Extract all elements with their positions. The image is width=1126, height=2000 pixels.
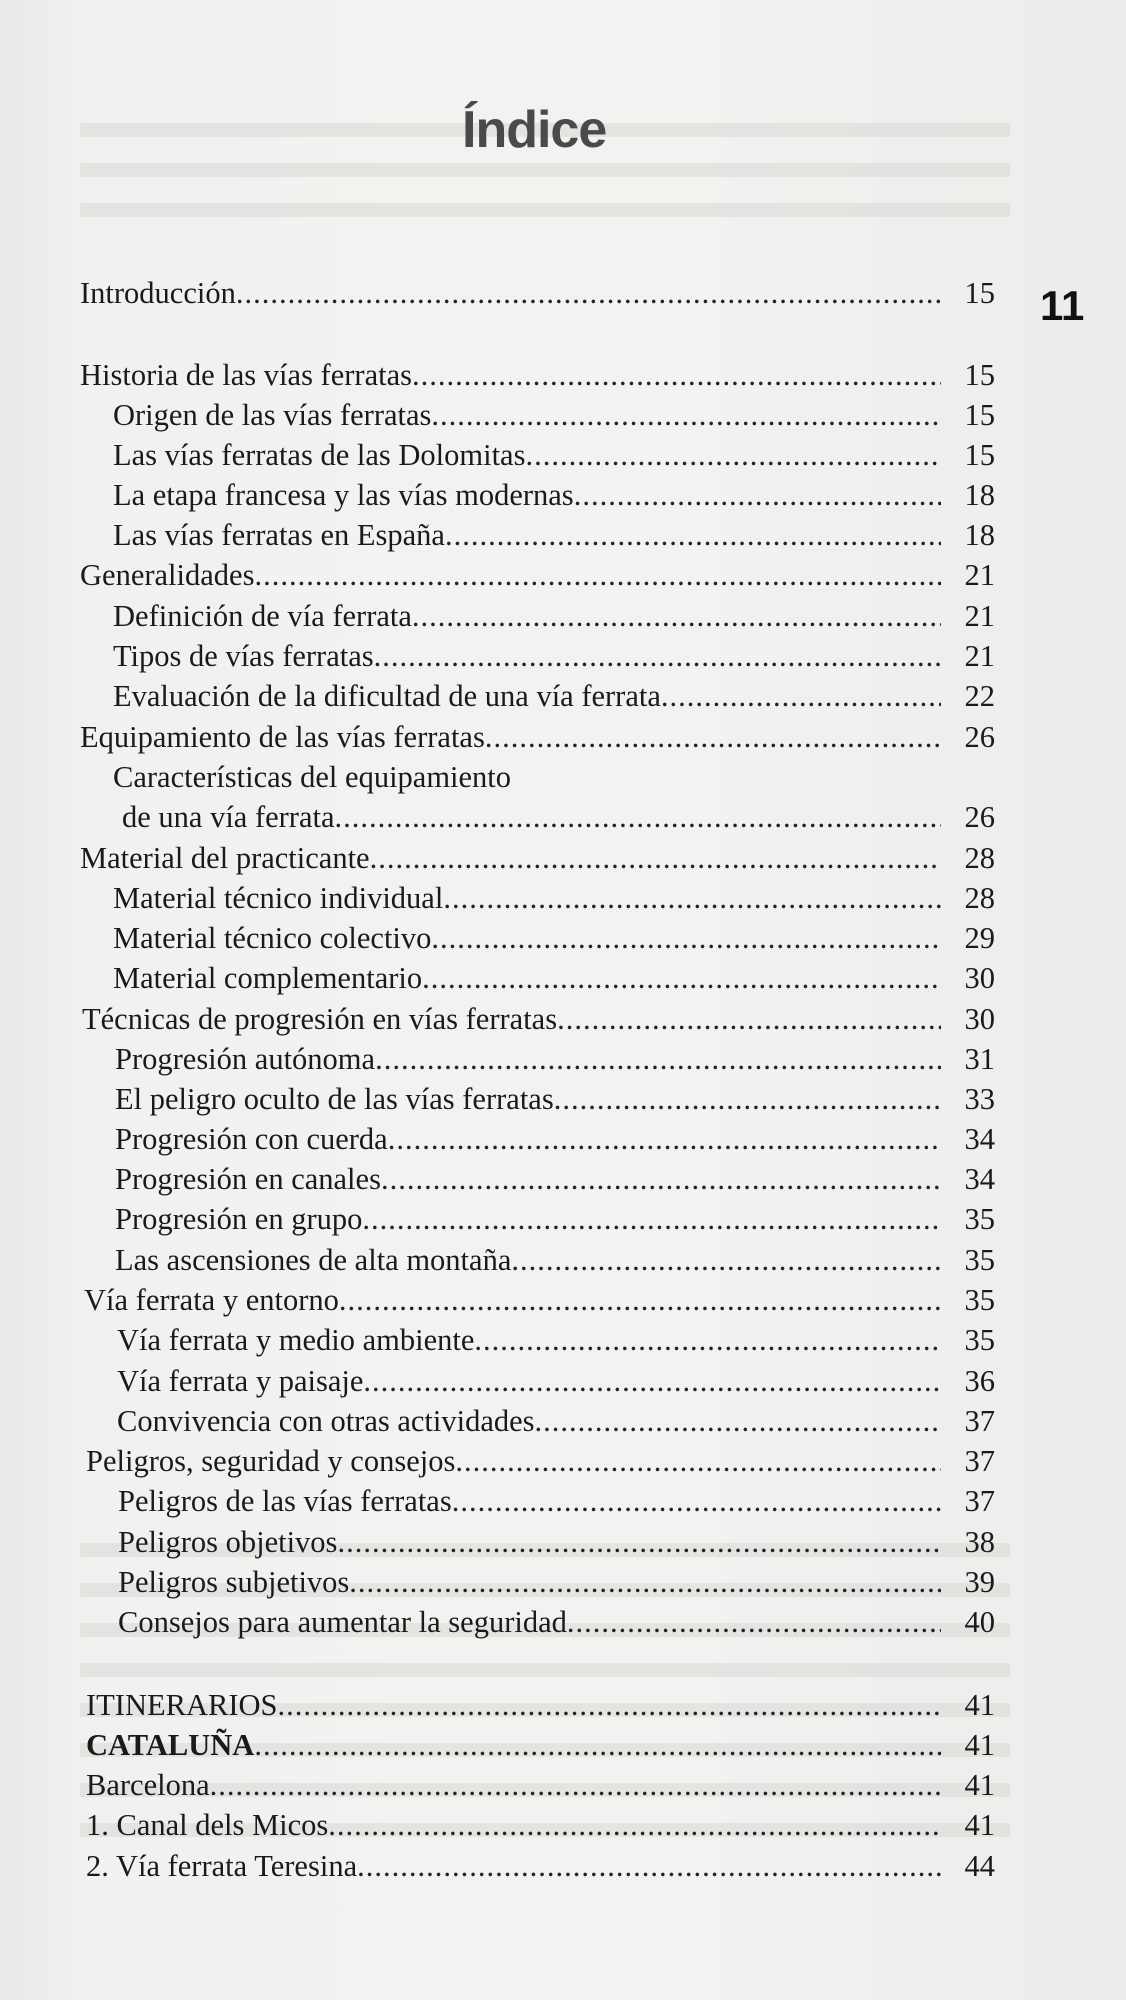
dot-leader xyxy=(574,476,941,514)
toc-entry xyxy=(113,758,995,796)
toc-entry-page: 21 xyxy=(964,558,995,592)
toc-entry xyxy=(86,1806,995,1844)
toc-entry-page: 15 xyxy=(964,398,995,432)
toc-entry xyxy=(115,1241,995,1279)
toc-entry-page: 41 xyxy=(964,1808,995,1842)
toc-entry-label: Definición de vía ferrata xyxy=(113,599,412,633)
toc-entry-label: Introducción xyxy=(80,276,236,310)
toc-entry-page: 35 xyxy=(964,1202,995,1236)
toc-entry xyxy=(80,556,995,594)
toc-entry-label: 2. Vía ferrata Teresina xyxy=(86,1849,358,1883)
toc-entry-page: 35 xyxy=(964,1323,995,1357)
toc-entry xyxy=(113,959,995,997)
toc-entry xyxy=(118,1523,995,1561)
toc-entry xyxy=(113,677,995,715)
toc-entry-label: de una vía ferrata xyxy=(122,800,335,834)
dot-leader xyxy=(277,1686,941,1724)
toc-entry-label: Vía ferrata y entorno xyxy=(84,1283,339,1317)
toc-entry xyxy=(113,919,995,957)
toc-entry-label: Las ascensiones de alta montaña xyxy=(115,1243,512,1277)
toc-entry xyxy=(86,1442,995,1480)
toc-entry-label: Progresión en canales xyxy=(115,1162,381,1196)
toc-entry-label: La etapa francesa y las vías modernas xyxy=(113,478,574,512)
dot-leader xyxy=(661,677,941,715)
toc-entry-page: 18 xyxy=(964,478,995,512)
dot-leader xyxy=(422,959,941,997)
toc-entry xyxy=(84,1281,995,1319)
toc-entry-page: 40 xyxy=(964,1605,995,1639)
toc-entry-label: Consejos para aumentar la seguridad xyxy=(118,1605,567,1639)
toc-entry xyxy=(82,1000,995,1038)
dot-leader xyxy=(349,1563,941,1601)
toc-entry-page: 15 xyxy=(964,358,995,392)
toc-entry xyxy=(113,597,995,635)
toc-entry xyxy=(80,274,995,312)
toc-entry-label: Vía ferrata y paisaje xyxy=(117,1364,364,1398)
dot-leader xyxy=(554,1080,941,1118)
toc-entry-page: 28 xyxy=(964,881,995,915)
dot-leader xyxy=(357,1847,941,1885)
dot-leader xyxy=(525,436,941,474)
toc-entry xyxy=(113,396,995,434)
dot-leader xyxy=(328,1806,941,1844)
toc-entry-label: Progresión con cuerda xyxy=(115,1122,388,1156)
dot-leader xyxy=(370,839,941,877)
toc-entry-label: Peligros, seguridad y consejos xyxy=(86,1444,456,1478)
dot-leader xyxy=(431,396,941,434)
toc-entry-label: 1. Canal dels Micos xyxy=(86,1808,329,1842)
dot-leader xyxy=(337,1523,941,1561)
toc-entry-page: 28 xyxy=(964,841,995,875)
toc-entry-page: 44 xyxy=(964,1849,995,1883)
toc-entry-page: 41 xyxy=(964,1728,995,1762)
toc-entry-page: 34 xyxy=(964,1122,995,1156)
toc-entry-label: Las vías ferratas de las Dolomitas xyxy=(113,438,526,472)
toc-entry xyxy=(80,356,995,394)
toc-entry-label: Peligros subjetivos xyxy=(118,1565,350,1599)
toc-entry-label: Progresión autónoma xyxy=(115,1042,376,1076)
dot-leader xyxy=(511,1241,941,1279)
toc-entry xyxy=(113,879,995,917)
toc-entry-label: Técnicas de progresión en vías ferratas xyxy=(82,1002,558,1036)
dot-leader xyxy=(535,1402,941,1440)
toc-entry-page: 33 xyxy=(964,1082,995,1116)
toc-entry-label: Generalidades xyxy=(80,558,255,592)
toc-entry-label: Barcelona xyxy=(86,1768,210,1802)
dot-leader xyxy=(567,1603,941,1641)
toc-entry xyxy=(113,436,995,474)
toc-entry-label: Peligros de las vías ferratas xyxy=(118,1484,452,1518)
dot-leader xyxy=(412,597,941,635)
toc-entry-label: Origen de las vías ferratas xyxy=(113,398,432,432)
toc-entry xyxy=(117,1362,995,1400)
dot-leader xyxy=(254,1726,941,1764)
toc-entry xyxy=(80,839,995,877)
toc-entry xyxy=(118,1563,995,1601)
toc-entry-page: 21 xyxy=(964,639,995,673)
toc-entry xyxy=(115,1160,995,1198)
toc-entry-page: 22 xyxy=(964,679,995,713)
toc-entry-label: Características del equipamiento xyxy=(113,760,512,794)
toc-entry xyxy=(86,1847,995,1885)
toc-entry-page: 26 xyxy=(964,800,995,834)
toc-entry xyxy=(86,1766,995,1804)
toc-entry-page: 36 xyxy=(964,1364,995,1398)
toc-entry-page: 18 xyxy=(964,518,995,552)
toc-entry xyxy=(113,516,995,554)
toc-entry xyxy=(86,1726,995,1764)
dot-leader xyxy=(443,879,941,917)
dot-leader xyxy=(375,1040,941,1078)
toc-entry xyxy=(118,1603,995,1641)
toc-entry-label: Material técnico colectivo xyxy=(113,921,432,955)
toc-entry-label: Material del practicante xyxy=(80,841,370,875)
toc-entry-page: 15 xyxy=(964,276,995,310)
dot-leader xyxy=(485,718,941,756)
toc-entry-page: 29 xyxy=(964,921,995,955)
toc-entry-page: 37 xyxy=(964,1444,995,1478)
dot-leader xyxy=(474,1321,941,1359)
dot-leader xyxy=(452,1482,941,1520)
toc-entry-label: Peligros objetivos xyxy=(118,1525,338,1559)
toc-entry xyxy=(115,1120,995,1158)
toc-entry xyxy=(118,1482,995,1520)
toc-entry-page: 34 xyxy=(964,1162,995,1196)
toc-entry-label: Las vías ferratas en España xyxy=(113,518,445,552)
dot-leader xyxy=(254,556,941,594)
toc-entry xyxy=(86,1686,995,1724)
dot-leader xyxy=(445,516,941,554)
toc-entry-label: Evaluación de la dificultad de una vía ferrata xyxy=(113,679,661,713)
dot-leader xyxy=(210,1766,941,1804)
toc-entry-page: 35 xyxy=(964,1283,995,1317)
toc-entry-label: ITINERARIOS xyxy=(86,1688,278,1722)
dot-leader xyxy=(557,1000,941,1038)
dot-leader xyxy=(431,919,941,957)
toc-entry-page: 39 xyxy=(964,1565,995,1599)
toc-entry-label: Tipos de vías ferratas xyxy=(113,639,374,673)
page-number: 11 xyxy=(1040,282,1085,329)
toc-entry-label: Convivencia con otras actividades xyxy=(117,1404,535,1438)
toc-entry-page: 30 xyxy=(964,1002,995,1036)
toc-entry xyxy=(115,1080,995,1118)
dot-leader xyxy=(455,1442,941,1480)
toc-entry xyxy=(117,1402,995,1440)
dot-leader xyxy=(362,1200,941,1238)
dot-leader xyxy=(412,356,941,394)
toc-entry-page: 31 xyxy=(964,1042,995,1076)
toc-entry-label: Progresión en grupo xyxy=(115,1202,363,1236)
toc-entry-label: Equipamiento de las vías ferratas xyxy=(80,720,485,754)
toc-entry-page: 41 xyxy=(964,1768,995,1802)
toc-entry xyxy=(117,1321,995,1359)
toc-entry-page: 21 xyxy=(964,599,995,633)
toc-entry xyxy=(122,798,995,836)
toc-entry-label: Vía ferrata y medio ambiente xyxy=(117,1323,475,1357)
toc-entry xyxy=(113,637,995,675)
toc-entry-label: Historia de las vías ferratas xyxy=(80,358,412,392)
dot-leader xyxy=(388,1120,941,1158)
dot-leader xyxy=(339,1281,941,1319)
toc-entry-label: CATALUÑA xyxy=(86,1728,255,1762)
toc-entry-label: Material complementario xyxy=(113,961,423,995)
dot-leader xyxy=(236,274,941,312)
toc-entry-page: 26 xyxy=(964,720,995,754)
toc-entry-page: 30 xyxy=(964,961,995,995)
toc-entry-page: 38 xyxy=(964,1525,995,1559)
toc-entry xyxy=(115,1040,995,1078)
toc-entry-page: 37 xyxy=(964,1404,995,1438)
toc-entry xyxy=(80,718,995,756)
toc-entry-page: 35 xyxy=(964,1243,995,1277)
dot-leader xyxy=(335,798,941,836)
toc-entry-label: Material técnico individual xyxy=(113,881,444,915)
toc-entry-page: 37 xyxy=(964,1484,995,1518)
toc-entry-label: El peligro oculto de las vías ferratas xyxy=(115,1082,554,1116)
toc-entry-page: 41 xyxy=(964,1688,995,1722)
toc-entry-page: 15 xyxy=(964,438,995,472)
toc-entry xyxy=(113,476,995,514)
dot-leader xyxy=(374,637,941,675)
index-heading: Índice xyxy=(462,101,607,159)
toc-entry xyxy=(115,1200,995,1238)
dot-leader xyxy=(363,1362,941,1400)
dot-leader xyxy=(381,1160,941,1198)
